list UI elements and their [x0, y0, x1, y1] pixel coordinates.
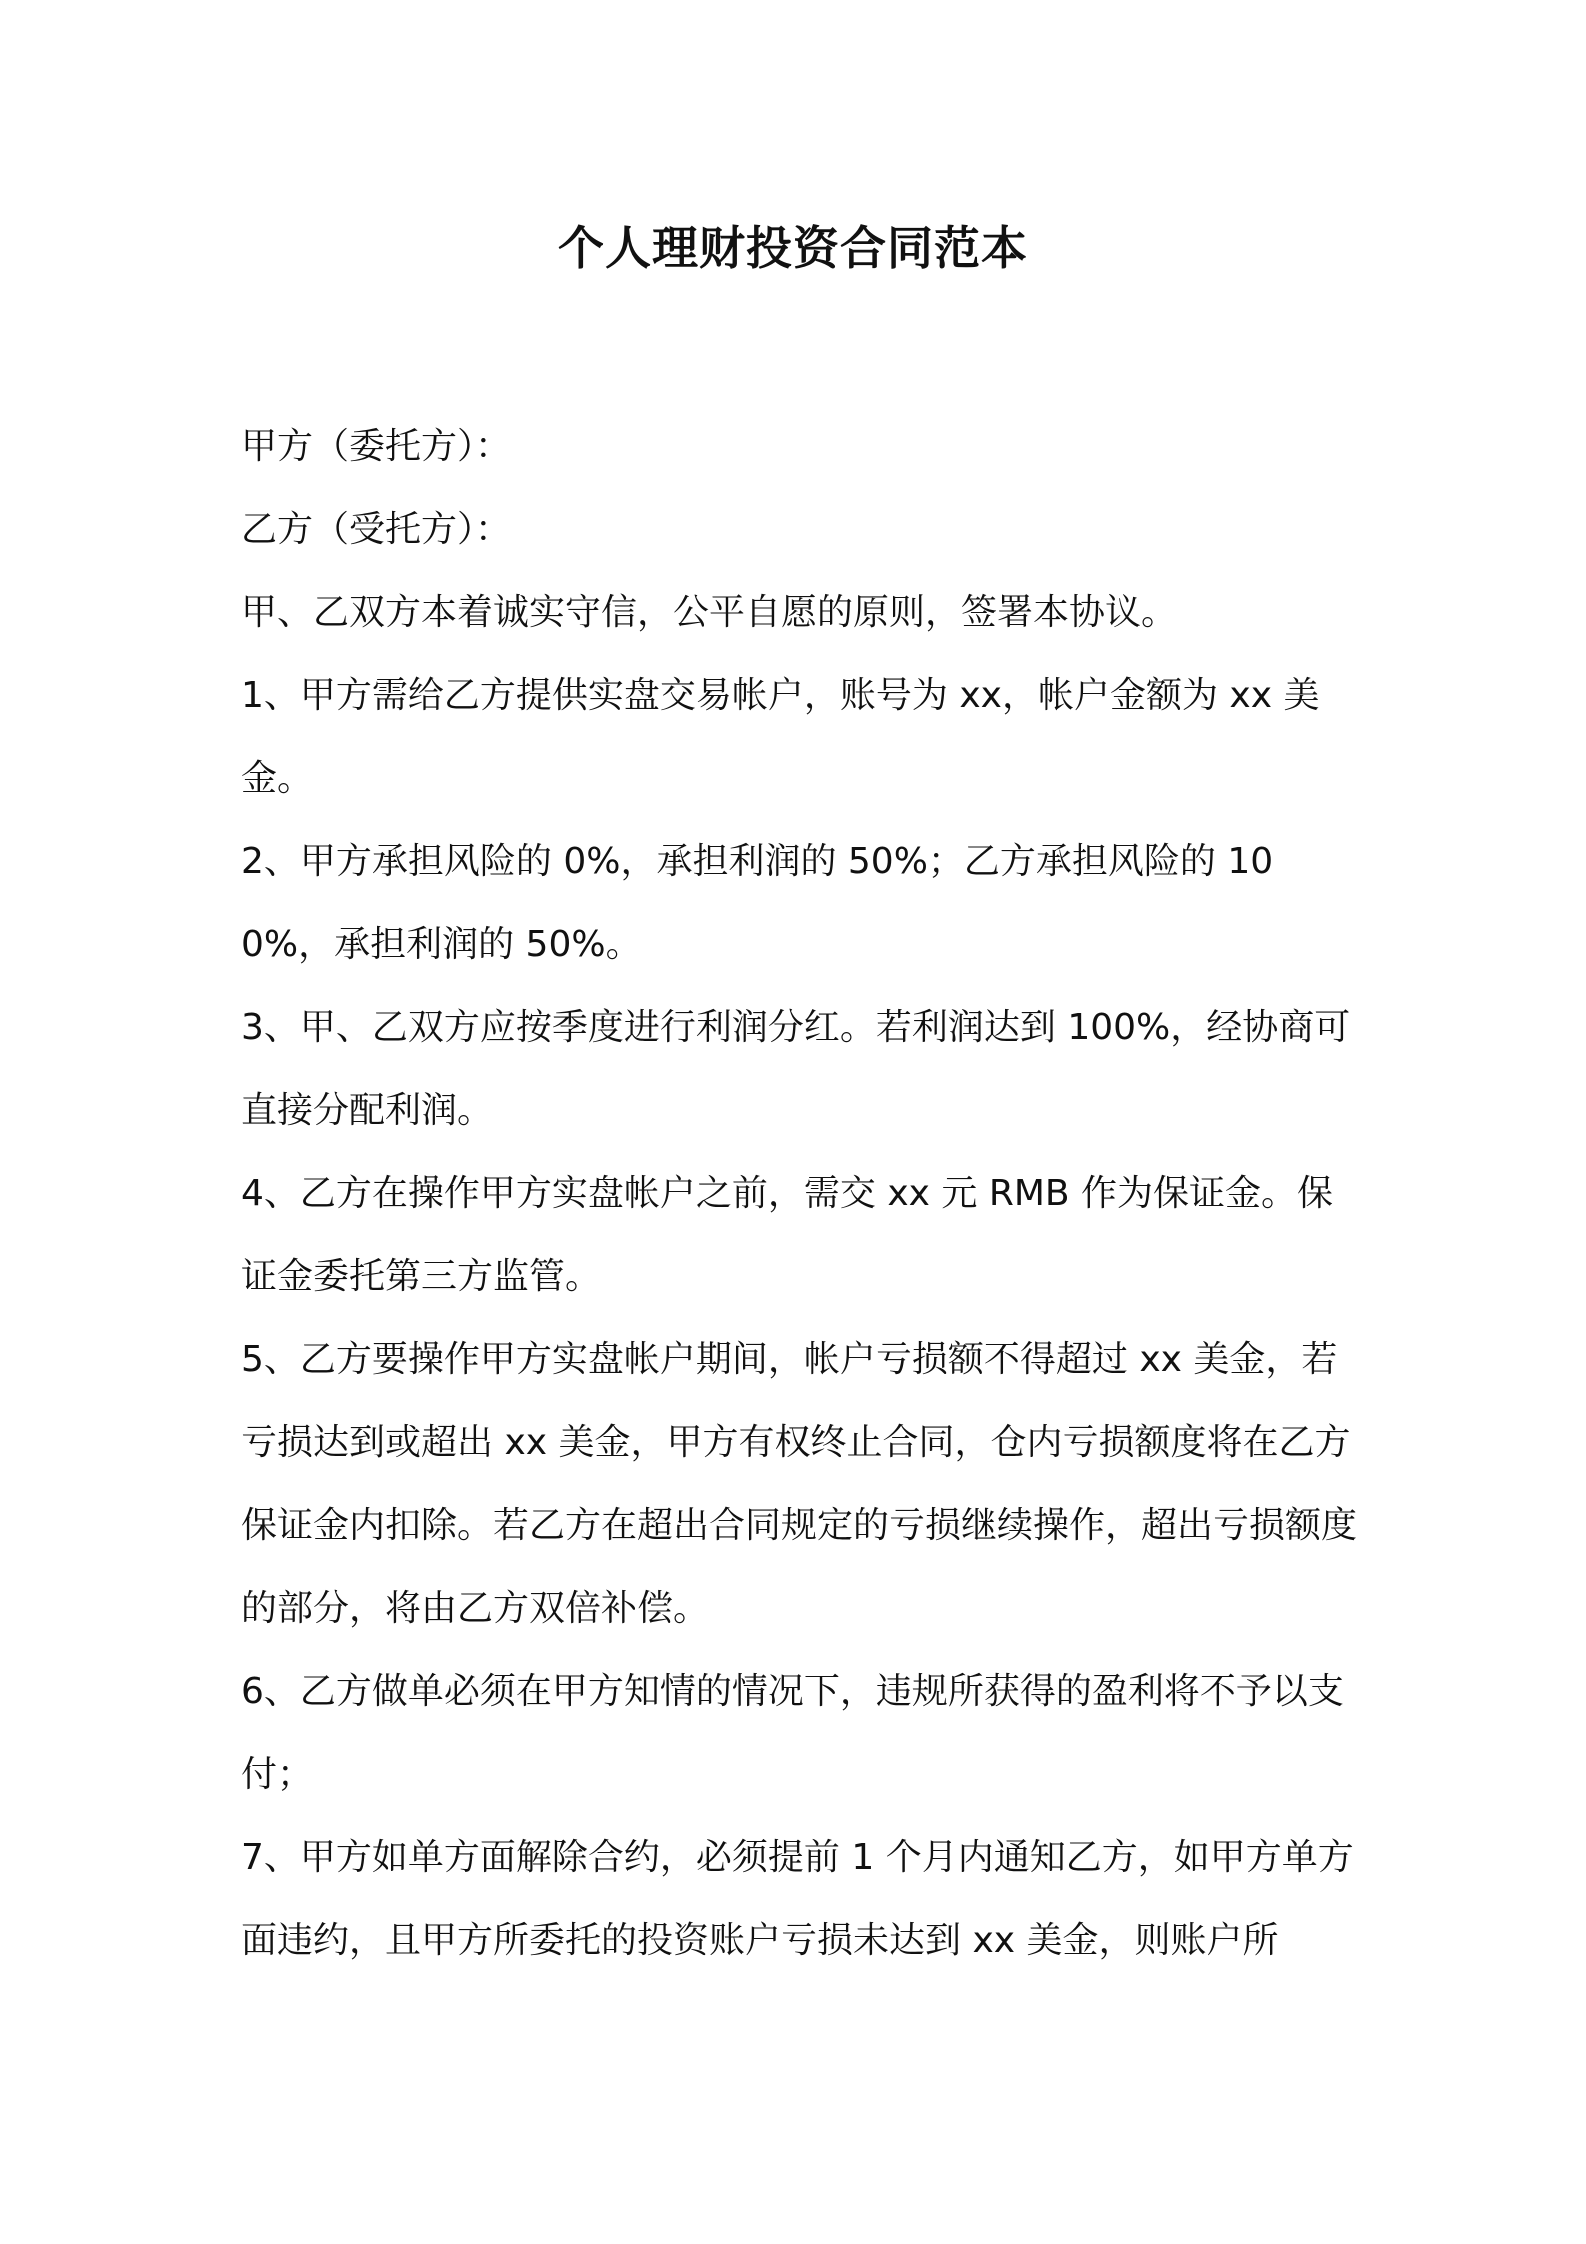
- party-b-line: 乙方（受托方）：: [241, 509, 512, 550]
- clause-7: 7、甲方如单方面解除合约，必须提前 1 个月内通知乙方，如甲方单方面违约，且甲方所委托的投资账户亏损未达到 xx 美金，则账户所: [241, 1837, 1354, 1961]
- clause-4: 4、乙方在操作甲方实盘帐户之前，需交 xx 元 RMB 作为保证金。保证金委托第三方监管。: [241, 1173, 1334, 1297]
- clause-3: 3、甲、乙双方应按季度进行利润分红。若利润达到 100%，经协商可直接分配利润。: [241, 1007, 1351, 1131]
- clause-2: 2、甲方承担风险的 0%，承担利润的 50%；乙方承担风险的 100%，承担利润的 50%。: [241, 841, 1274, 965]
- clause-5: 5、乙方要操作甲方实盘帐户期间，帐户亏损额不得超过 xx 美金，若亏损达到或超出 xx 美金，甲方有权终止合同，仓内亏损额度将在乙方保证金内扣除。若乙方在超出合同规定的亏损继续操作，超出亏损额度的部分，将由乙方双倍补偿。: [241, 1339, 1358, 1629]
- clause-1: 1、甲方需给乙方提供实盘交易帐户，账号为 xx，帐户金额为 xx 美金。: [241, 675, 1320, 799]
- party-a-line: 甲方（委托方）：: [241, 426, 512, 467]
- document-title: 个人理财投资合同范本: [558, 221, 1028, 275]
- clause-6: 6、乙方做单必须在甲方知情的情况下，违规所获得的盈利将不予以支付；: [241, 1671, 1344, 1795]
- document-body: [241, 405, 1361, 1982]
- preamble-paragraph: 甲、乙双方本着诚实守信，公平自愿的原则，签署本协议。: [241, 592, 1178, 633]
